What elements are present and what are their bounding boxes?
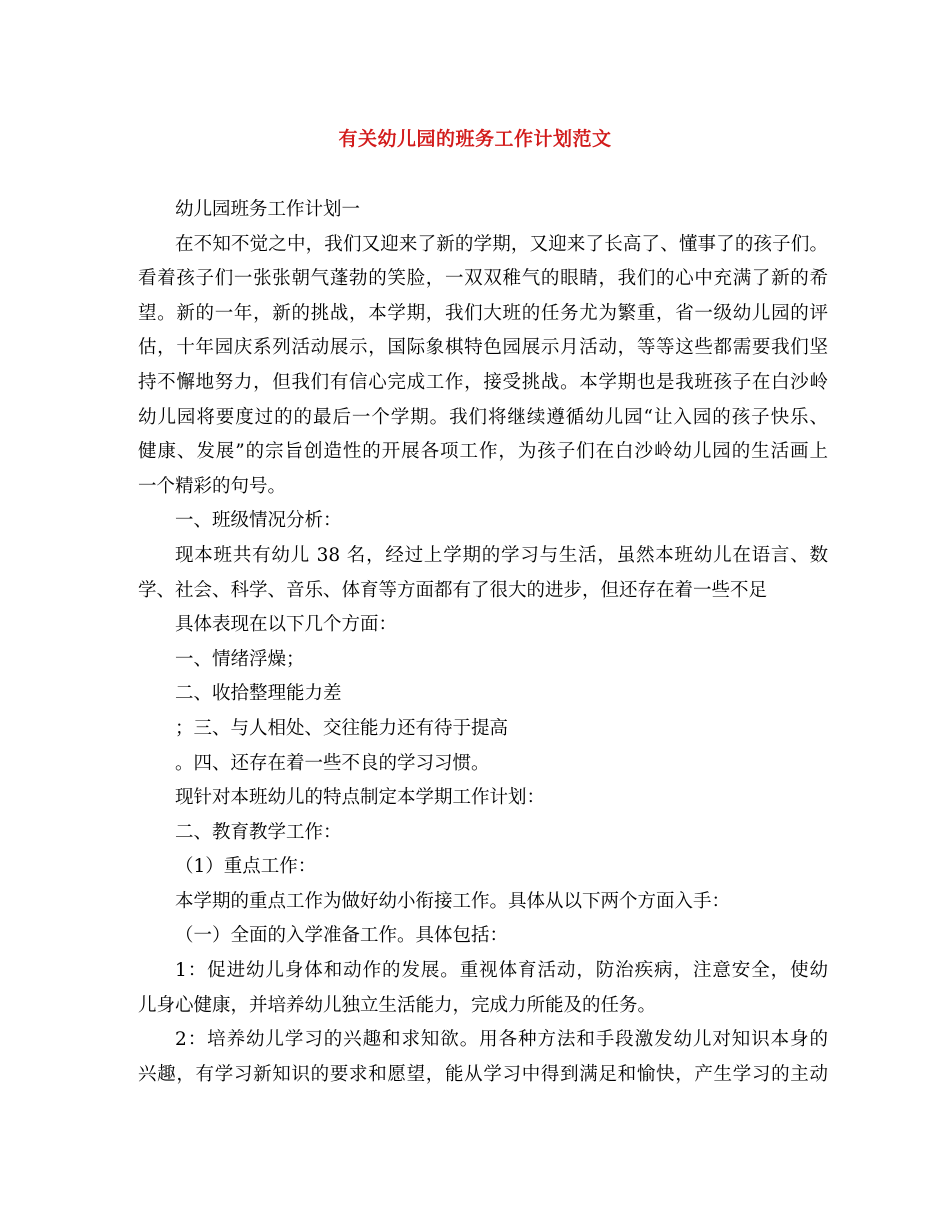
document-title: 有关幼儿园的班务工作计划范文 bbox=[338, 128, 612, 150]
text-line: 。四、还存在着一些不良的学习习惯。 bbox=[175, 752, 490, 774]
text-line: 望。新的一年，新的挑战，本学期，我们大班的任务尤为繁重，省一级幼儿园的评 bbox=[138, 302, 828, 324]
text-line: 二、收拾整理能力差 bbox=[175, 683, 342, 705]
text-line: 1：促进幼儿身体和动作的发展。重视体育活动，防治疾病，注意安全，使幼 bbox=[175, 960, 828, 982]
text-line: （1）重点工作： bbox=[175, 856, 317, 878]
text-line: 二、教育教学工作： bbox=[175, 821, 342, 843]
text-line: 具体表现在以下几个方面： bbox=[175, 614, 398, 636]
text-line: 一、情绪浮燥； bbox=[175, 648, 305, 670]
document-body bbox=[138, 193, 828, 1092]
text-line: （一）全面的入学准备工作。具体包括： bbox=[175, 925, 509, 947]
text-line: 幼儿园将要度过的的最后一个学期。我们将继续遵循幼儿园“让入园的孩子快乐、 bbox=[138, 406, 828, 428]
text-line: 2：培养幼儿学习的兴趣和求知欲。用各种方法和手段激发幼儿对知识本身的 bbox=[175, 1029, 828, 1051]
text-line: 一、班级情况分析： bbox=[175, 510, 342, 532]
text-line: 看着孩子们一张张朝气蓬勃的笑脸，一双双稚气的眼睛，我们的心中充满了新的希 bbox=[138, 268, 828, 290]
text-line: 在不知不觉之中，我们又迎来了新的学期，又迎来了长高了、懂事了的孩子们。 bbox=[175, 233, 828, 255]
text-line: 兴趣，有学习新知识的要求和愿望，能从学习中得到满足和愉快，产生学习的主动 bbox=[138, 1063, 828, 1085]
text-line: 一个精彩的句号。 bbox=[138, 475, 287, 497]
text-line: ；三、与人相处、交往能力还有待于提高 bbox=[175, 717, 509, 739]
text-line: 幼儿园班务工作计划一 bbox=[175, 199, 361, 220]
text-line: 现本班共有幼儿 38 名，经过上学期的学习与生活，虽然本班幼儿在语言、数 bbox=[175, 544, 828, 566]
text-line: 本学期的重点工作为做好幼小衔接工作。具体从以下两个方面入手： bbox=[175, 890, 731, 912]
text-line: 估，十年园庆系列活动展示，国际象棋特色园展示月活动，等等这些都需要我们坚 bbox=[138, 337, 828, 359]
text-line: 健康、发展”的宗旨创造性的开展各项工作，为孩子们在白沙岭幼儿园的生活画上 bbox=[138, 441, 828, 463]
text-line: 学、社会、科学、音乐、体育等方面都有了很大的进步，但还存在着一些不足 bbox=[138, 579, 768, 601]
text-line: 儿身心健康，并培养幼儿独立生活能力，完成力所能及的任务。 bbox=[138, 994, 657, 1016]
text-line: 持不懈地努力，但我们有信心完成工作，接受挑战。本学期也是我班孩子在白沙岭 bbox=[138, 371, 828, 393]
text-line: 现针对本班幼儿的特点制定本学期工作计划： bbox=[175, 787, 546, 809]
